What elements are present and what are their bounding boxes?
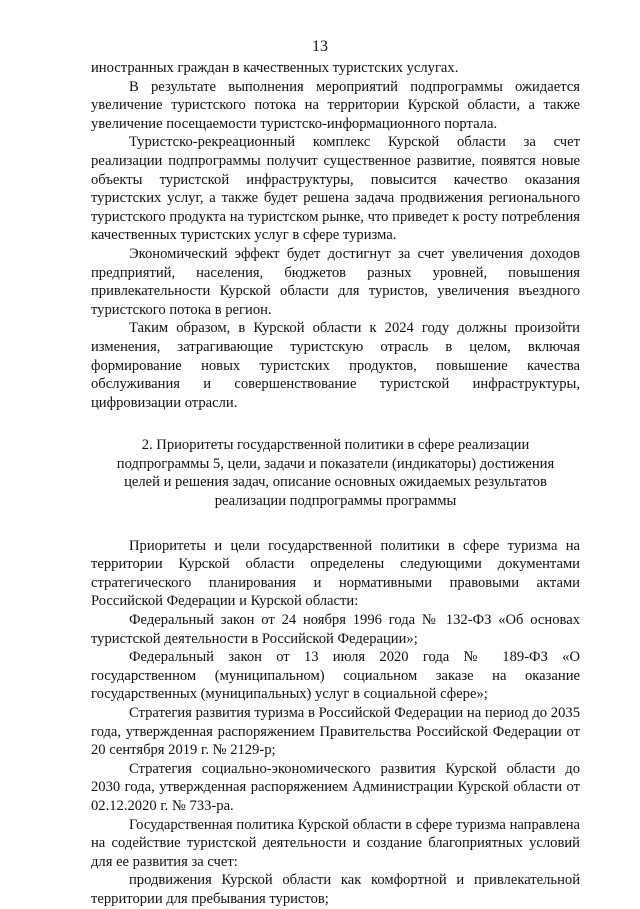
paragraph-changes-2024: Таким образом, в Курской области к 2024 году должны произойти изменения, затрагивающие туристскую отрасль в целом, включая формирование новых туристских продуктов, повышение качества обслуживания и совершенствование туристской инфраструктуры, цифровизации отрасли. (91, 320, 580, 411)
section-heading (91, 436, 580, 510)
paragraph-regional-strategy: Стратегия социально-экономического развития Курской области до 2030 года, утвержденная распоряжением Администрации Курской области от 02.12.2020 г. № 733-ра. (91, 760, 580, 814)
section-heading-line: подпрограммы 5, цели, задачи и показатели (индикаторы) достижения (116, 455, 555, 472)
paragraph-tourism-strategy: Стратегия развития туризма в Российской Федерации на период до 2035 года, утвержденная распоряжением Правительства Российской Федерации от 20 сентября 2019 г. № 2129-р; (91, 705, 580, 759)
page-number: 13 (312, 38, 328, 55)
paragraph-federal-law-132: Федеральный закон от 24 ноября 1996 года № 132-ФЗ «Об основах туристской деятельности в Российской Федерации»; (91, 612, 580, 647)
paragraph-economic-effect: Экономический эффект будет достигнут за счет увеличения доходов предприятий, населения, бюджетов разных уровней, повышения привлекательности Курской области для туристов, увеличения въездного туристского потока в регион. (91, 245, 580, 318)
section-heading-line: целей и решения задач, описание основных ожидаемых результатов (124, 474, 547, 491)
paragraph-expected-results: В результате выполнения мероприятий подпрограммы ожидается увеличение туристского потока на территории Курской области, а также увеличение посещаемости туристско-информационного портала. (91, 78, 580, 132)
section-heading-line: реализации подпрограммы программы (214, 493, 457, 510)
paragraph-state-policy: Государственная политика Курской области в сфере туризма направлена на содействие туристской деятельности и создание благоприятных условий для ее развития за счет: (91, 816, 580, 870)
document-body (91, 59, 580, 909)
section-heading-line: 2. Приоритеты государственной политики в сфере реализации (141, 437, 530, 454)
paragraph-priorities: Приоритеты и цели государственной политики в сфере туризма на территории Курской области определены следующими документами стратегического планирования и нормативными правовыми актами Российской Федерации и Курской области: (91, 537, 580, 610)
paragraph-tourism-complex: Туристско-рекреационный комплекс Курской области за счет реализации подпрограммы получит существенное развитие, появятся новые объекты туристской инфраструктуры, повысится качество оказания туристских услуг, а также будет решена задача продвижения регионального туристского продукта на туристском рынке, что приведет к росту потребления качественных туристских услуг в сфере туризма. (91, 134, 580, 244)
paragraph-promotion: продвижения Курской области как комфортной и привлекательной территории для пребывания туристов; (91, 872, 580, 907)
paragraph-continuation: иностранных граждан в качественных туристских услугах. (91, 60, 459, 76)
paragraph-federal-law-189: Федеральный закон от 13 июля 2020 года № 189-ФЗ «О государственном (муниципальном) социальном заказе на оказание государственных (муниципальных) услуг в социальной сфере»; (91, 649, 580, 703)
